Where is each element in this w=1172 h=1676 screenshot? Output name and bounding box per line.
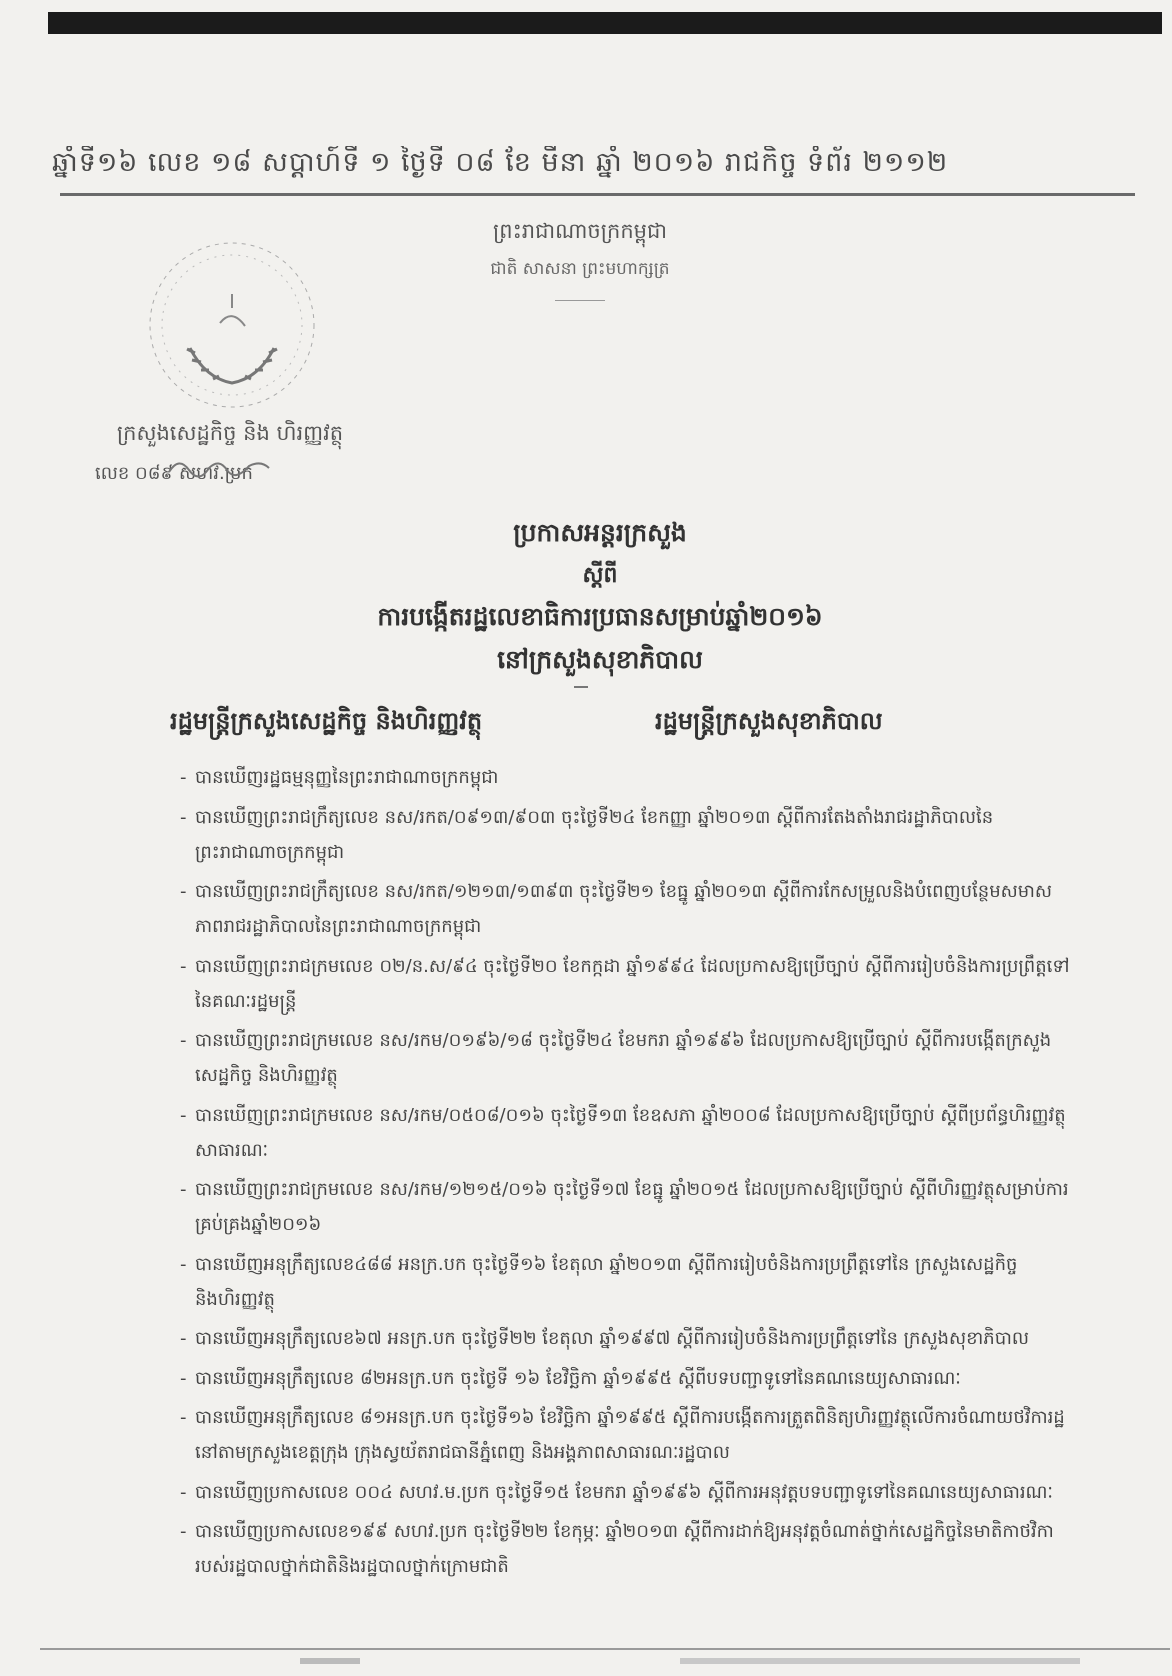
visa-item: - បានឃើញប្រកាសលេខ ០០៤ សហវ.ម.ប្រក ចុះថ្ងៃទី១៥ ខែមករា ឆ្នាំ១៩៩៦ ស្ដីពីការអនុវត្តបទបញ្ជាទូទៅនៃគណនេយ្យសាធារណៈ <box>180 1475 1075 1510</box>
visa-item: - បានឃើញព្រះរាជក្រឹត្យលេខ នស/រកត/០៩១៣/៩០៣ ចុះថ្ងៃទី២៤ ខែកញ្ញា ឆ្នាំ២០១៣ ស្ដីពីការតែងតាំងរាជរដ្ឋាភិបាលនៃព្រះរាជាណាចក្រកម្ពុជា <box>180 800 1075 870</box>
visa-item: - បានឃើញព្រះរាជក្រមលេខ នស/រកម/០៥០៨/០១៦ ចុះថ្ងៃទី១៣ ខែឧសភា ឆ្នាំ២០០៨ ដែលប្រកាសឱ្យប្រើច្បាប់ ស្ដីពីប្រព័ន្ធហិរញ្ញវត្ថុសាធារណៈ <box>180 1098 1075 1168</box>
reference-handwriting <box>165 452 275 482</box>
reference-number: លេខ ០៨៩ សហវ.ប្រក <box>95 463 253 484</box>
ministry-seal <box>145 238 320 413</box>
footer-rule <box>40 1648 1170 1650</box>
visa-item: - បានឃើញព្រះរាជក្រមលេខ នស/រកម/១២១៥/០១៦ ចុះថ្ងៃទី១៧ ខែធ្នូ ឆ្នាំ២០១៥ ដែលប្រកាសឱ្យប្រើច្បាប់ ស្ដីពីហិរញ្ញវត្ថុសម្រាប់ការគ្រប់គ្រងឆ្នាំ២០១៦ <box>180 1172 1075 1242</box>
title-subject: ការបង្កើតរដ្ឋលេខាធិការប្រធានសម្រាប់ឆ្នាំ២០១៦ <box>377 602 823 631</box>
visa-item: - បានឃើញព្រះរាជក្រមលេខ នស/រកម/០១៩៦/១៨ ចុះថ្ងៃទី២៤ ខែមករា ឆ្នាំ១៩៩៦ ដែលប្រកាសឱ្យប្រើច្បាប់ ស្ដីពីការបង្កើតក្រសួងសេដ្ឋកិច្ច និងហិរញ្ញវត្ថុ <box>180 1023 1075 1093</box>
scan-top-border <box>48 12 1162 34</box>
footer-scan-mark <box>680 1658 1080 1664</box>
header-rule <box>60 193 1135 196</box>
footer-scan-mark <box>300 1658 360 1664</box>
title-subject-label: ស្ដីពី <box>582 563 618 588</box>
visa-item: - បានឃើញប្រកាសលេខ១៩៩ សហវ.ប្រក ចុះថ្ងៃទី២២ ខែកុម្ភៈ ឆ្នាំ២០១៣ ស្ដីពីការដាក់ឱ្យអនុវត្តចំណាត់ថ្នាក់សេដ្ឋកិច្ចនៃមាតិកាថវិការបស់រដ្ឋបាលថ្នាក់ជាតិនិងរដ្ឋបាលថ្នាក់ក្រោមជាតិ <box>180 1514 1075 1584</box>
minister-health: រដ្ឋមន្ត្រីក្រសួងសុខាភិបាល <box>655 707 883 735</box>
visa-item: - បានឃើញព្រះរាជក្រមលេខ ០២/ន.ស/៩៤ ចុះថ្ងៃទី២០ ខែកក្កដា ឆ្នាំ១៩៩៤ ដែលប្រកាសឱ្យប្រើច្បាប់ ស្ដីពីការរៀបចំនិងការប្រព្រឹត្តទៅនៃគណៈរដ្ឋមន្ត្រី <box>180 949 1075 1019</box>
gazette-header: ឆ្នាំទី១៦ លេខ ១៨ សប្ដាហ៍ទី ១ ថ្ងៃទី ០៨ ខែ មីនា ឆ្នាំ ២០១៦ រាជកិច្ច ទំព័រ ២១១២ <box>52 147 949 178</box>
national-motto: ជាតិ សាសនា ព្រះមហាក្សត្រ <box>490 259 670 279</box>
title-separator <box>574 686 588 688</box>
visa-item: - បានឃើញអនុក្រឹត្យលេខ ៨១អនក្រ.បក ចុះថ្ងៃទី១៦ ខែវិច្ឆិកា ឆ្នាំ១៩៩៥ ស្ដីពីការបង្កើតការត្រួតពិនិត្យហិរញ្ញវត្ថុលើការចំណាយថវិការដ្ឋនៅតាមក្រសួងខេត្តក្រុង ក្រុងស្វយ័តរាជធានីភ្នំពេញ និងអង្គភាពសាធារណៈរដ្ឋបាល <box>180 1400 1075 1470</box>
visa-item: - បានឃើញព្រះរាជក្រឹត្យលេខ នស/រកត/១២១៣/១៣៩៣ ចុះថ្ងៃទី២១ ខែធ្នូ ឆ្នាំ២០១៣ ស្ដីពីការកែសម្រួលនិងបំពេញបន្ថែមសមាសភាពរាជរដ្ឋាភិបាលនៃព្រះរាជាណាចក្រកម្ពុជា <box>180 874 1075 944</box>
kingdom-name: ព្រះរាជាណាចក្រកម្ពុជា <box>492 219 667 243</box>
visa-item: - បានឃើញអនុក្រឹត្យលេខ ៨២អនក្រ.បក ចុះថ្ងៃទី ១៦ ខែវិច្ឆិកា ឆ្នាំ១៩៩៥ ស្ដីពីបទបញ្ជាទូទៅនៃគណនេយ្យសាធារណៈ <box>180 1361 1075 1396</box>
title-ministry: នៅក្រសួងសុខាភិបាល <box>497 645 703 674</box>
visa-list <box>180 760 1075 1589</box>
motto-ornament <box>555 300 605 301</box>
visa-item: - បានឃើញអនុក្រឹត្យលេខ៤៨៨ អនក្រ.បក ចុះថ្ងៃទី១៦ ខែតុលា ឆ្នាំ២០១៣ ស្ដីពីការរៀបចំនិងការប្រព្រឹត្តទៅនៃ ក្រសួងសេដ្ឋកិច្ចនិងហិរញ្ញវត្ថុ <box>180 1247 1075 1317</box>
visa-item: - បានឃើញអនុក្រឹត្យលេខ៦៧ អនក្រ.បក ចុះថ្ងៃទី២២ ខែតុលា ឆ្នាំ១៩៩៧ ស្ដីពីការរៀបចំនិងការប្រព្រឹត្តទៅនៃ ក្រសួងសុខាភិបាល <box>180 1321 1075 1356</box>
minister-economy-finance: រដ្ឋមន្ត្រីក្រសួងសេដ្ឋកិច្ច និងហិរញ្ញវត្ថុ <box>170 707 483 735</box>
title-proclamation: ប្រកាសអន្តរក្រសួង <box>513 518 687 547</box>
visa-item: - បានឃើញរដ្ឋធម្មនុញ្ញនៃព្រះរាជាណាចក្រកម្ពុជា <box>180 760 1075 795</box>
issuing-ministry: ក្រសួងសេដ្ឋកិច្ច និង ហិរញ្ញវត្ថុ <box>116 421 344 445</box>
